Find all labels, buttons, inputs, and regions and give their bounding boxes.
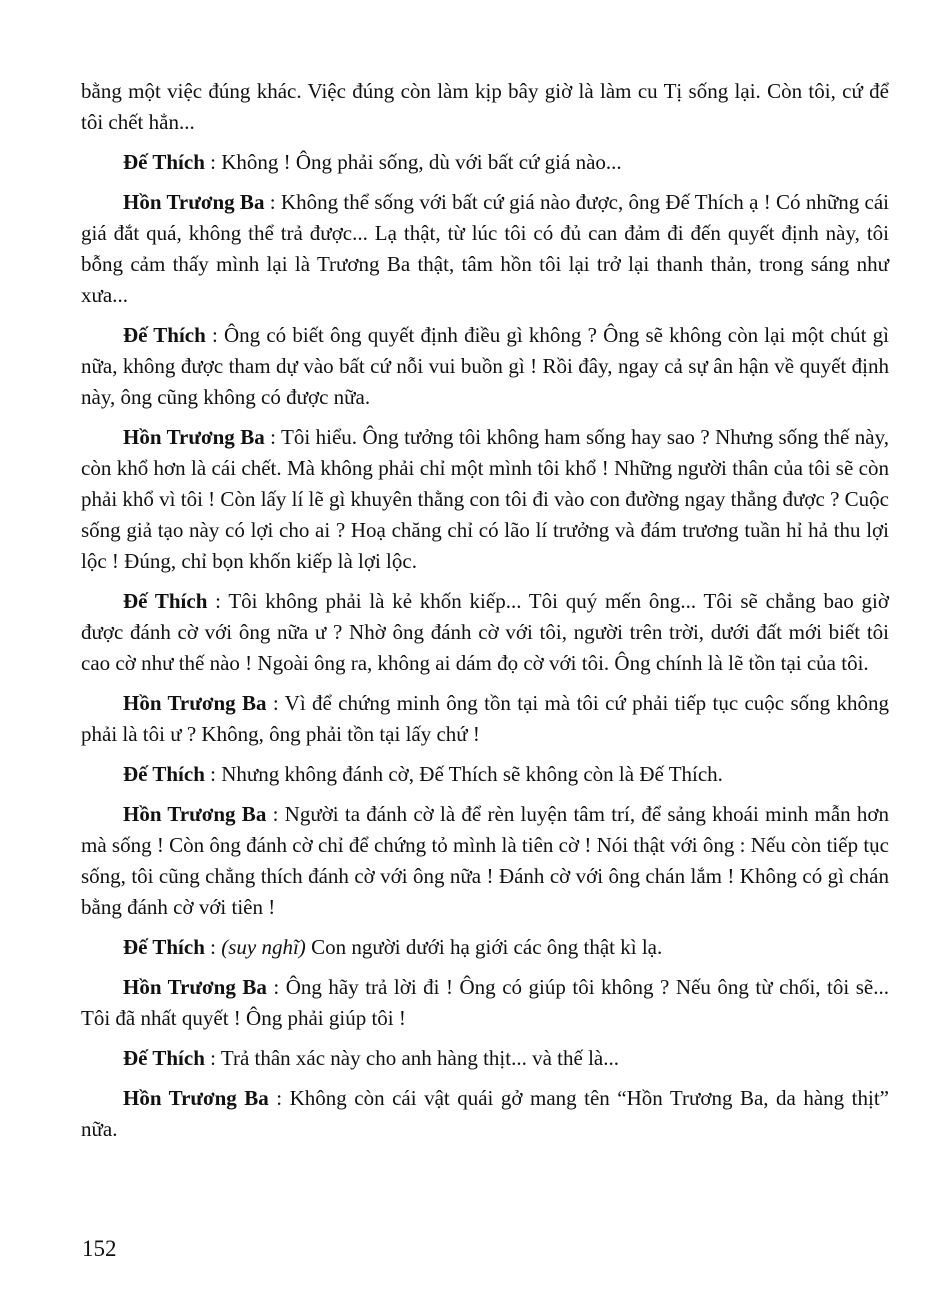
speaker-separator: : bbox=[266, 691, 285, 715]
speaker-separator: : bbox=[204, 762, 222, 786]
dialogue-paragraph bbox=[81, 147, 889, 178]
speaker-name: Đế Thích bbox=[123, 935, 205, 959]
speaker-name: Hồn Trương Ba bbox=[123, 802, 267, 826]
paragraph-text: Không thể sống với bất cứ giá nào được, ông Đế Thích ạ ! Có những cái giá đắt quá, không thể trả được... Lạ thật, từ lúc tôi có đủ can đảm đi đến quyết định này, tôi bỗng cảm thấy mình lại là Trương Ba thật, tâm hồn tôi lại trở lại thanh thản, trong sáng như xưa... bbox=[81, 190, 890, 307]
speaker-separator: : bbox=[266, 802, 285, 826]
dialogue-paragraph bbox=[81, 688, 889, 750]
paragraph-text: Ông hãy trả lời đi ! Ông có giúp tôi không ? Nếu ông từ chối, tôi sẽ... Tôi đã nhất quyết ! Ông phải giúp tôi ! bbox=[81, 975, 889, 1030]
speaker-name: Đế Thích bbox=[123, 762, 205, 786]
speaker-name: Đế Thích bbox=[123, 1046, 205, 1070]
speaker-separator: : bbox=[268, 1086, 290, 1110]
speaker-separator: : bbox=[204, 1046, 221, 1070]
dialogue-paragraph bbox=[81, 1083, 889, 1145]
speaker-name: Hồn Trương Ba bbox=[123, 190, 265, 214]
paragraph-text: Không còn cái vật quái gở mang tên “Hồn Trương Ba, da hàng thịt” nữa. bbox=[81, 1086, 889, 1141]
paragraph-text: Tôi không phải là kẻ khốn kiếp... Tôi quý mến ông... Tôi sẽ chẳng bao giờ được đánh cờ với ông nữa ư ? Nhờ ông đánh cờ với tôi, người trên trời, dưới đất mới biết tôi cao cờ như thế nào ! Ngoài ông ra, không ai dám đọ cờ với tôi. Ông chính là lẽ tồn tại của tôi. bbox=[81, 589, 889, 675]
dialogue-paragraph bbox=[81, 1043, 889, 1074]
dialogue-paragraph bbox=[81, 799, 889, 923]
speaker-separator: : bbox=[264, 190, 281, 214]
speaker-name: Hồn Trương Ba bbox=[123, 691, 267, 715]
speaker-name: Đế Thích bbox=[123, 589, 208, 613]
paragraph-text: Con người dưới hạ giới các ông thật kì lạ. bbox=[305, 935, 663, 959]
speaker-separator: : bbox=[266, 975, 286, 999]
speaker-name: Hồn Trương Ba bbox=[123, 975, 267, 999]
dialogue-paragraph bbox=[81, 932, 889, 963]
paragraph-text: bằng một việc đúng khác. Việc đúng còn làm kịp bây giờ là làm cu Tị sống lại. Còn tôi, cứ để tôi chết hẳn... bbox=[81, 79, 889, 134]
paragraph-text: Ông có biết ông quyết định điều gì không ? Ông sẽ không còn lại một chút gì nữa, không được tham dự vào bất cứ nỗi vui buồn gì ! Rồi đây, ngay cả sự ân hận về quyết định này, ông cũng không có được nữa. bbox=[81, 323, 889, 409]
paragraph-text: Người ta đánh cờ là để rèn luyện tâm trí, để sảng khoái minh mẫn hơn mà sống ! Còn ông đánh cờ chỉ để chứng tỏ mình là tiên cờ ! Nói thật với ông : Nếu còn tiếp tục sống, tôi cũng chẳng thích đánh cờ với ông nữa ! Đánh cờ với ông chán lắm ! Không có gì chán bằng đánh cờ với tiên ! bbox=[81, 802, 889, 919]
paragraph-text: Vì để chứng minh ông tồn tại mà tôi cứ phải tiếp tục cuộc sống không phải là tôi ư ? Không, ông phải tồn tại lấy chứ ! bbox=[81, 691, 889, 746]
dialogue-paragraph bbox=[81, 320, 889, 413]
speaker-name: Đế Thích bbox=[123, 323, 206, 347]
speaker-separator: : bbox=[205, 323, 225, 347]
speaker-name: Hồn Trương Ba bbox=[123, 1086, 269, 1110]
dialogue-paragraph bbox=[81, 422, 889, 577]
stage-direction: (suy nghĩ) bbox=[221, 935, 306, 959]
paragraph-text: Không ! Ông phải sống, dù với bất cứ giá nào... bbox=[221, 150, 622, 174]
paragraph-text: Trả thân xác này cho anh hàng thịt... và thế là... bbox=[220, 1046, 619, 1070]
speaker-separator: : bbox=[204, 150, 222, 174]
speaker-name: Hồn Trương Ba bbox=[123, 425, 265, 449]
dialogue-paragraph bbox=[81, 972, 889, 1034]
dialogue-paragraph bbox=[81, 759, 889, 790]
speaker-separator: : bbox=[264, 425, 282, 449]
page-body bbox=[81, 76, 889, 1154]
speaker-name: Đế Thích bbox=[123, 150, 205, 174]
dialogue-paragraph bbox=[81, 76, 889, 138]
page-number: 152 bbox=[82, 1236, 117, 1261]
paragraph-text: Tôi hiểu. Ông tưởng tôi không ham sống hay sao ? Nhưng sống thế này, còn khổ hơn là cái chết. Mà không phải chỉ một mình tôi khổ ! Những người thân của tôi sẽ còn phải khổ vì tôi ! Còn lấy lí lẽ gì khuyên thằng con tôi đi vào con đường ngay thẳng được ? Cuộc sống giả tạo này có lợi cho ai ? Hoạ chăng chỉ có lão lí trưởng và đám trương tuần hỉ hả thu lợi lộc ! Đúng, chỉ bọn khốn kiếp là lợi lộc. bbox=[81, 425, 889, 573]
dialogue-paragraph bbox=[81, 187, 889, 311]
speaker-separator: : bbox=[204, 935, 222, 959]
dialogue-paragraph bbox=[81, 586, 889, 679]
paragraph-text: Nhưng không đánh cờ, Đế Thích sẽ không còn là Đế Thích. bbox=[221, 762, 723, 786]
speaker-separator: : bbox=[207, 589, 229, 613]
